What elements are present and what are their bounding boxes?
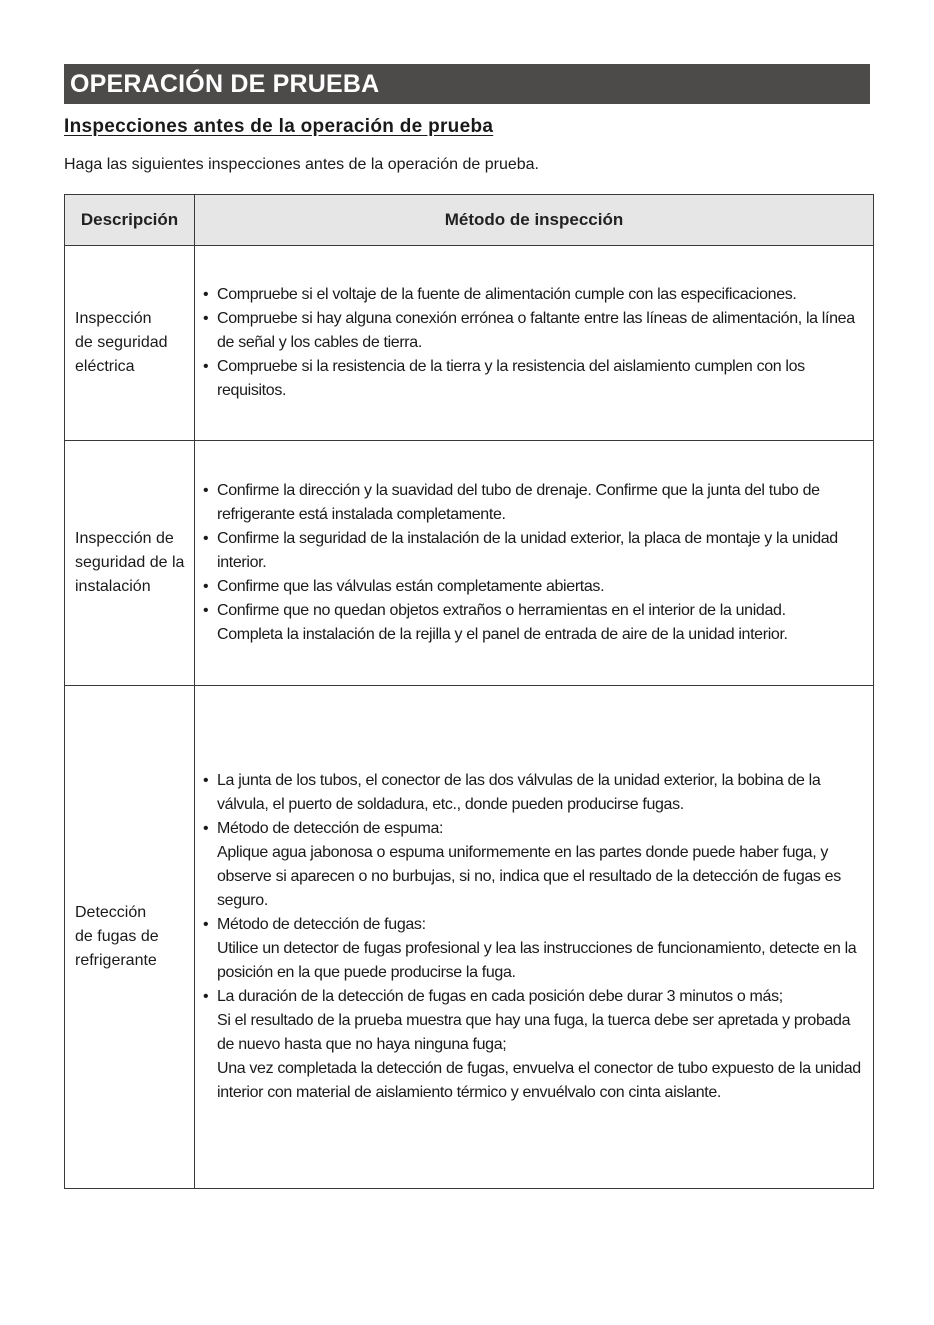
bullet-icon: • xyxy=(203,482,209,499)
bullet-icon: • xyxy=(203,530,209,547)
table-body xyxy=(65,246,874,1189)
method-cell xyxy=(195,686,874,1189)
bullet-icon: • xyxy=(203,988,209,1005)
subsection-title: Inspecciones antes de la operación de prueba xyxy=(64,116,494,137)
method-item-text: Una vez completada la detección de fugas, envuelva el conector de tubo expuesto de la unidad interior con material de aislamiento térmico y envuélvalo con cinta aislante. xyxy=(217,1060,861,1101)
description-cell xyxy=(65,441,195,686)
method-item-text: La duración de la detección de fugas en cada posición debe durar 3 minutos o más; xyxy=(217,988,783,1005)
method-item-text: Completa la instalación de la rejilla y el panel de entrada de aire de la unidad interior. xyxy=(217,626,788,643)
method-item-text: Si el resultado de la prueba muestra que hay una fuga, la tuerca debe ser apretada y probada de nuevo hasta que no haya ninguna fuga; xyxy=(217,1012,851,1053)
table-header-row xyxy=(65,195,874,246)
method-item-text: Confirme que las válvulas están completamente abiertas. xyxy=(217,578,605,595)
method-list xyxy=(203,769,869,1105)
bullet-icon: • xyxy=(203,602,209,619)
method-item xyxy=(203,575,869,599)
bullet-icon: • xyxy=(203,772,209,789)
table-row xyxy=(65,686,874,1189)
method-item xyxy=(203,355,869,403)
bullet-icon: • xyxy=(203,916,209,933)
description-line: refrigerante xyxy=(75,952,157,969)
method-item-text: Método de detección de espuma: xyxy=(217,820,444,837)
method-item xyxy=(203,985,869,1105)
method-item xyxy=(203,527,869,575)
method-item xyxy=(203,769,869,817)
description-line: de seguridad xyxy=(75,334,168,351)
bullet-icon: • xyxy=(203,358,209,375)
method-item-text: Compruebe si la resistencia de la tierra y la resistencia del aislamiento cumplen con los requisitos. xyxy=(217,358,805,399)
method-cell xyxy=(195,441,874,686)
method-item-text: Aplique agua jabonosa o espuma uniformemente en las partes donde puede haber fuga, y observe si aparecen o no burbujas, si no, indica que el resultado de la detección de fugas es seguro. xyxy=(217,844,841,909)
description-line: Detección xyxy=(75,904,147,921)
intro-text: Haga las siguientes inspecciones antes de la operación de prueba. xyxy=(64,156,539,173)
method-item xyxy=(203,599,869,647)
description-line: eléctrica xyxy=(75,358,135,375)
section-title xyxy=(64,64,870,104)
bullet-icon: • xyxy=(203,286,209,303)
method-cell xyxy=(195,246,874,441)
method-item-text: Confirme la dirección y la suavidad del tubo de drenaje. Confirme que la junta del tubo de refrigerante está instalada completamente. xyxy=(217,482,820,523)
method-list xyxy=(203,479,869,647)
method-item xyxy=(203,817,869,913)
header-method: Método de inspección xyxy=(195,195,874,246)
inspection-table xyxy=(64,194,874,1189)
method-list xyxy=(203,283,869,403)
description-line: instalación xyxy=(75,578,151,595)
table-row xyxy=(65,441,874,686)
description-line: Inspección xyxy=(75,310,152,327)
bullet-icon: • xyxy=(203,310,209,327)
description-line: Inspección de xyxy=(75,530,174,547)
description-line: de fugas de xyxy=(75,928,159,945)
description-line: seguridad de la xyxy=(75,554,185,571)
bullet-icon: • xyxy=(203,578,209,595)
method-item-text: Método de detección de fugas: xyxy=(217,916,426,933)
method-item-text: Compruebe si el voltaje de la fuente de alimentación cumple con las especificaciones. xyxy=(217,286,797,303)
method-item-text: Confirme que no quedan objetos extraños o herramientas en el interior de la unidad. xyxy=(217,602,786,619)
method-item xyxy=(203,913,869,985)
description-cell xyxy=(65,686,195,1189)
table-row xyxy=(65,246,874,441)
method-item-text: Compruebe si hay alguna conexión errónea o faltante entre las líneas de alimentación, la línea de señal y los cables de tierra. xyxy=(217,310,855,351)
method-item-text: La junta de los tubos, el conector de las dos válvulas de la unidad exterior, la bobina de la válvula, el puerto de soldadura, etc., donde pueden producirse fugas. xyxy=(217,772,821,813)
method-item xyxy=(203,307,869,355)
method-item xyxy=(203,283,869,307)
section-title-text: OPERACIÓN DE PRUEBA xyxy=(70,69,380,98)
method-item xyxy=(203,479,869,527)
description-cell xyxy=(65,246,195,441)
method-item-text: Utilice un detector de fugas profesional y lea las instrucciones de funcionamiento, detecte en la posición en la que puede producirse la fuga. xyxy=(217,940,857,981)
header-description: Descripción xyxy=(65,195,195,246)
bullet-icon: • xyxy=(203,820,209,837)
method-item-text: Confirme la seguridad de la instalación de la unidad exterior, la placa de montaje y la unidad interior. xyxy=(217,530,838,571)
